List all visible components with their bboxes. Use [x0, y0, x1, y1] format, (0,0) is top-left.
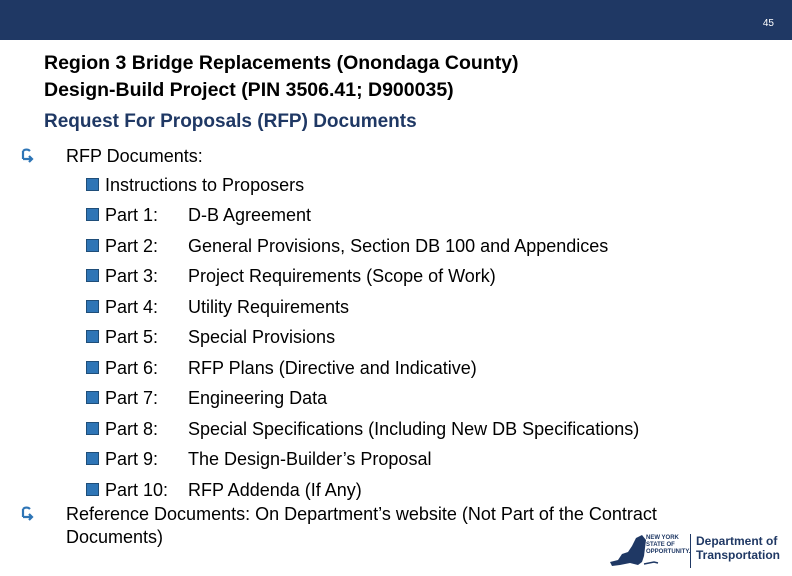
- reference-documents-text: Reference Documents: On Department’s website (Not Part of the Contract Documents): [66, 504, 657, 547]
- title-line-1: Region 3 Bridge Replacements (Onondaga County): [44, 52, 519, 74]
- top-bar: [0, 0, 792, 40]
- checkbox-bullet-icon: [86, 178, 99, 191]
- checkbox-bullet-icon: [86, 239, 99, 252]
- checkbox-bullet-icon: [86, 208, 99, 221]
- slide-subtitle: Request For Proposals (RFP) Documents: [44, 111, 417, 132]
- title-line-2: Design-Build Project (PIN 3506.41; D900035): [44, 79, 454, 101]
- department-name: Department of Transportation: [696, 534, 781, 562]
- nysdot-logo: [608, 530, 784, 572]
- arrow-bullet-icon: [20, 145, 36, 167]
- ny-wordmark: NEW YORK STATE OF OPPORTUNITY.: [646, 535, 691, 555]
- slide-title: [44, 50, 764, 104]
- checkbox-bullet-icon: [86, 452, 99, 465]
- checkbox-bullet-icon: [86, 361, 99, 374]
- slide-number: 45: [762, 18, 774, 29]
- checkbox-bullet-icon: [86, 391, 99, 404]
- checkbox-bullet-icon: [86, 269, 99, 282]
- arrow-bullet-icon: [20, 503, 36, 525]
- checkbox-bullet-icon: [86, 330, 99, 343]
- rfp-heading: RFP Documents:: [66, 146, 203, 166]
- checkbox-bullet-icon: [86, 422, 99, 435]
- logo-divider: [690, 534, 691, 568]
- checkbox-bullet-icon: [86, 300, 99, 313]
- checkbox-bullet-icon: [86, 483, 99, 496]
